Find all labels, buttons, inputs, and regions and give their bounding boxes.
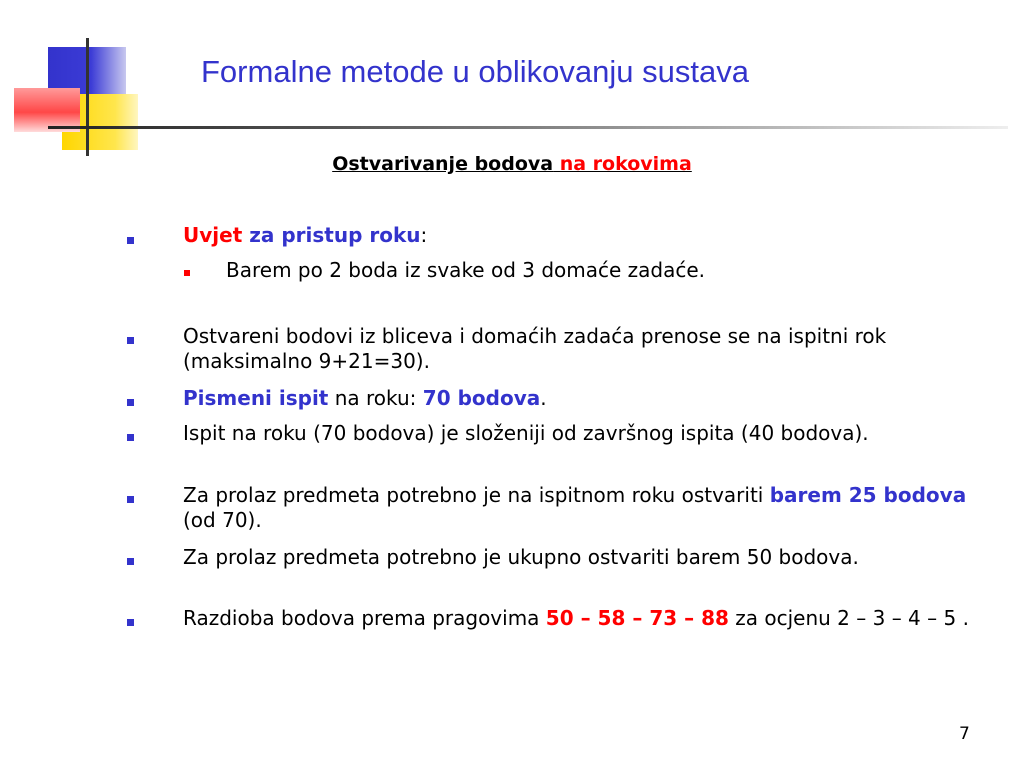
subheading-part-2: na rokovima (553, 153, 692, 175)
bullet-square-icon (127, 237, 134, 244)
slide-title: Formalne metode u oblikovanju sustava (201, 54, 749, 89)
bullet-square-icon (127, 434, 134, 441)
pass-exam-text: Za prolaz predmeta potrebno je na ispitnom roku ostvariti (183, 483, 770, 507)
written-exam-points: 70 bodova (422, 386, 541, 410)
bullet-square-icon (127, 558, 134, 565)
slide-subheading (0, 153, 1024, 175)
pass-exam-points: barem 25 bodova (769, 483, 967, 507)
title-decoration (0, 0, 200, 160)
written-exam-text: na roku: (328, 386, 423, 410)
thresholds-grades: za ocjenu 2 – 3 – 4 – 5 . (728, 606, 969, 630)
bullet-square-icon (127, 337, 134, 344)
list-item-written-exam (183, 386, 973, 411)
vertical-line-decoration (86, 38, 89, 156)
bullet-square-icon (127, 619, 134, 626)
written-exam-label: Pismeni ispit (183, 386, 329, 410)
condition-target: za pristup roku (242, 223, 421, 247)
list-item-exam-complexity: Ispit na roku (70 bodova) je složeniji od završnog ispita (40 bodova). (183, 421, 869, 445)
thresholds-text: Razdioba bodova prema pragovima (183, 606, 546, 630)
pass-exam-suffix: (od 70). (183, 508, 262, 532)
list-item-pass-total: Za prolaz predmeta potrebno je ukupno ostvariti barem 50 bodova. (183, 545, 859, 569)
page-number: 7 (959, 724, 970, 744)
list-item-condition (183, 223, 973, 248)
list-item-grade-thresholds (183, 606, 973, 631)
title-underline-rule (48, 126, 1008, 129)
thresholds-values: 50 – 58 – 73 – 88 (545, 606, 729, 630)
condition-label: Uvjet (183, 223, 243, 247)
condition-colon: : (420, 223, 428, 247)
written-exam-period: . (540, 386, 547, 410)
bullet-square-icon (127, 496, 134, 503)
list-item-carried-points: Ostvareni bodovi iz bliceva i domaćih zadaća prenose se na ispitni rok (maksimalno 9+21=30). (183, 324, 887, 373)
list-subitem-homework: Barem po 2 boda iz svake od 3 domaće zadaće. (226, 258, 706, 282)
list-item-pass-exam (183, 483, 973, 533)
subheading-part-1: Ostvarivanje bodova (332, 153, 554, 175)
bullet-square-icon (127, 399, 134, 406)
sub-bullet-square-icon (184, 270, 190, 276)
